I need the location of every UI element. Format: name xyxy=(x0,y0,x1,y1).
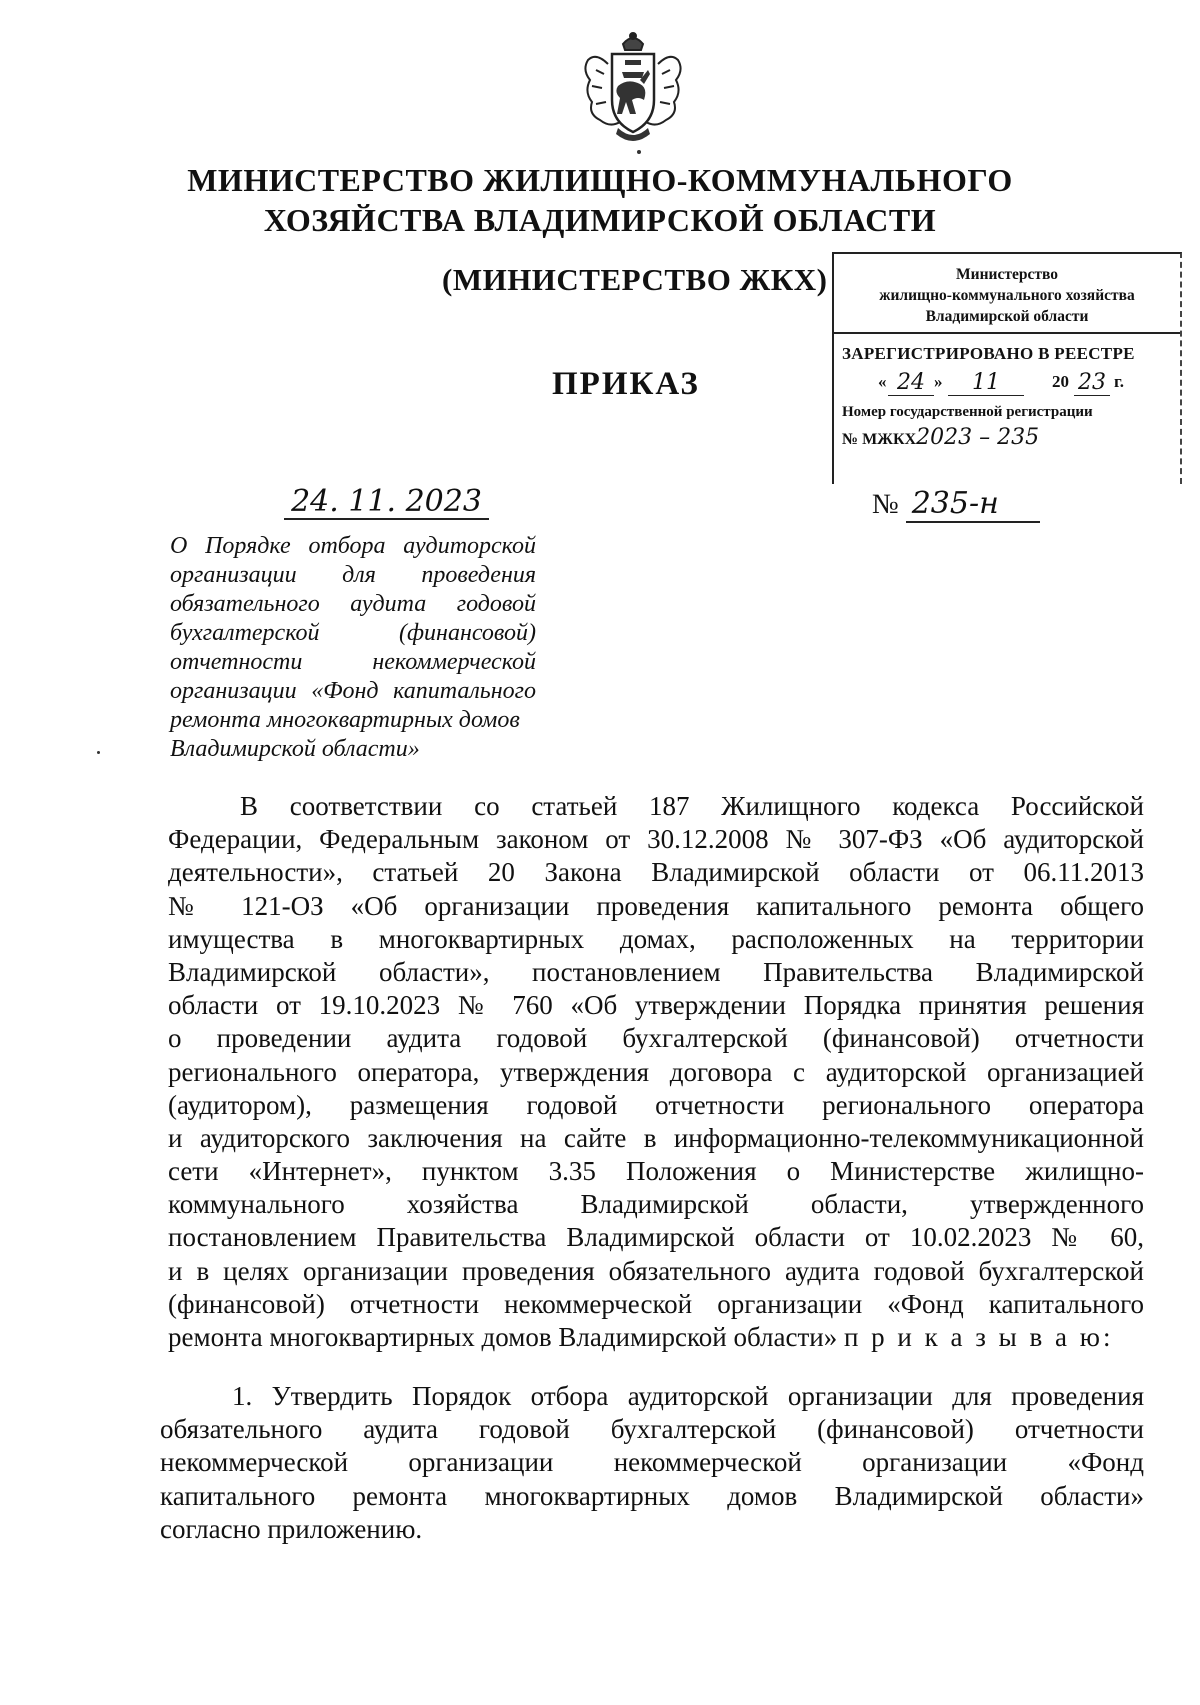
stamp-reg-number-label: Номер государственной регистрации xyxy=(842,404,1093,420)
body-line: постановлением Правительства Владимирской области от 10.02.2023 № 60, xyxy=(168,1222,1144,1253)
stamp-reg-number xyxy=(842,425,1174,450)
stamp-date-year-prefix: 20 xyxy=(1052,372,1069,391)
registration-stamp xyxy=(832,252,1182,484)
stamp-reg-number-value: 2023 – 235 xyxy=(916,425,1040,450)
subject-line: Владимирской области» xyxy=(170,736,420,762)
stamp-header-line-3: Владимирской области xyxy=(925,308,1089,325)
preamble-paragraph xyxy=(168,790,1144,1354)
subject-line: обязательного аудита годовой xyxy=(170,591,536,617)
stamp-reg-number-prefix: № МЖКХ xyxy=(842,431,917,448)
subject-line: О Порядке отбора аудиторской xyxy=(170,533,536,559)
body-line: Федерации, Федеральным законом от 30.12.2008 № 307-ФЗ «Об аудиторской xyxy=(168,824,1144,855)
subject-line: отчетности некоммерческой xyxy=(170,649,536,675)
subject-line: бухгалтерской (финансовой) xyxy=(170,620,536,646)
stamp-body xyxy=(834,334,1180,450)
body-line: о проведении аудита годовой бухгалтерской (финансовой) отчетности xyxy=(168,1023,1144,1054)
order-number-value: 235-н xyxy=(906,486,1040,523)
subject-line: ремонта многоквартирных домов xyxy=(170,707,520,733)
body-line: сети «Интернет», пунктом 3.35 Положения о Министерстве жилищно- xyxy=(168,1156,1144,1187)
body-line: регионального оператора, утверждения договора с аудиторской организацией xyxy=(168,1056,1144,1087)
body-line: Владимирской области», постановлением Правительства Владимирской xyxy=(168,956,1144,987)
stamp-date-close-quote: » xyxy=(934,372,943,391)
ministry-title xyxy=(150,160,1050,240)
body-line: № 121-ОЗ «Об организации проведения капитального ремонта общего xyxy=(168,890,1144,921)
body-line: коммунального хозяйства Владимирской области, утвержденного xyxy=(168,1189,1144,1220)
order-item-1 xyxy=(160,1380,1144,1546)
item-line: некоммерческой организации некоммерческой организации «Фонд xyxy=(160,1447,1144,1478)
stamp-date xyxy=(842,370,1174,396)
stamp-registered-label: ЗАРЕГИСТРИРОВАНО В РЕЕСТРЕ xyxy=(842,344,1135,363)
stamp-header-line-2: жилищно-коммунального хозяйства xyxy=(879,287,1135,304)
item-line: 1. Утвердить Порядок отбора аудиторской организации для проведения xyxy=(232,1381,1144,1411)
order-number xyxy=(872,486,1040,523)
stamp-date-day: 24 xyxy=(888,370,934,396)
item-line: согласно приложению. xyxy=(160,1513,423,1544)
stamp-date-open-quote: « xyxy=(878,372,887,391)
body-line-final xyxy=(168,1321,1144,1354)
stamp-header xyxy=(834,254,1180,332)
scan-speck xyxy=(97,751,100,754)
stamp-header-line-1: Министерство xyxy=(956,266,1058,283)
body-line: (аудитором), размещения годовой отчетности регионального оператора xyxy=(168,1089,1144,1120)
order-subject xyxy=(170,532,536,764)
ministry-title-line-2: ХОЗЯЙСТВА ВЛАДИМИРСКОЙ ОБЛАСТИ xyxy=(263,202,937,238)
ministry-title-line-1: МИНИСТЕРСТВО ЖИЛИЩНО-КОММУНАЛЬНОГО xyxy=(187,162,1013,198)
coat-of-arms-emblem xyxy=(578,30,688,150)
ministry-short-name: (МИНИСТЕРСТВО ЖКХ) xyxy=(442,262,828,297)
subject-line: организации «Фонд капитального xyxy=(170,678,536,704)
item-line: капитального ремонта многоквартирных домов Владимирской области» xyxy=(160,1480,1144,1511)
order-verb: п р и к а з ы в а ю: xyxy=(843,1322,1114,1352)
order-date: 24. 11. 2023 xyxy=(284,486,489,520)
stamp-date-year-suffix: 23 xyxy=(1074,370,1110,396)
order-number-label: № xyxy=(872,489,899,520)
document-type-heading: ПРИКАЗ xyxy=(552,366,700,402)
scan-speck xyxy=(637,150,641,154)
body-line: В соответствии со статьей 187 Жилищного кодекса Российской xyxy=(240,791,1144,821)
body-line: ремонта многоквартирных домов Владимирской области» xyxy=(168,1322,838,1352)
body-line: деятельности», статьей 20 Закона Владимирской области от 06.11.2013 xyxy=(168,857,1144,888)
stamp-date-month: 11 xyxy=(948,370,1024,396)
body-line: и аудиторского заключения на сайте в информационно-телекоммуникационной xyxy=(168,1122,1144,1153)
body-line: области от 19.10.2023 № 760 «Об утверждении Порядка принятия решения xyxy=(168,990,1144,1021)
subject-line: организации для проведения xyxy=(170,562,536,588)
body-line: (финансовой) отчетности некоммерческой организации «Фонд капитального xyxy=(168,1288,1144,1319)
item-line: обязательного аудита годовой бухгалтерской (финансовой) отчетности xyxy=(160,1414,1144,1445)
stamp-date-suffix: г. xyxy=(1114,372,1125,391)
body-line: имущества в многоквартирных домах, расположенных на территории xyxy=(168,923,1144,954)
body-line: и в целях организации проведения обязательного аудита годовой бухгалтерской xyxy=(168,1255,1144,1286)
